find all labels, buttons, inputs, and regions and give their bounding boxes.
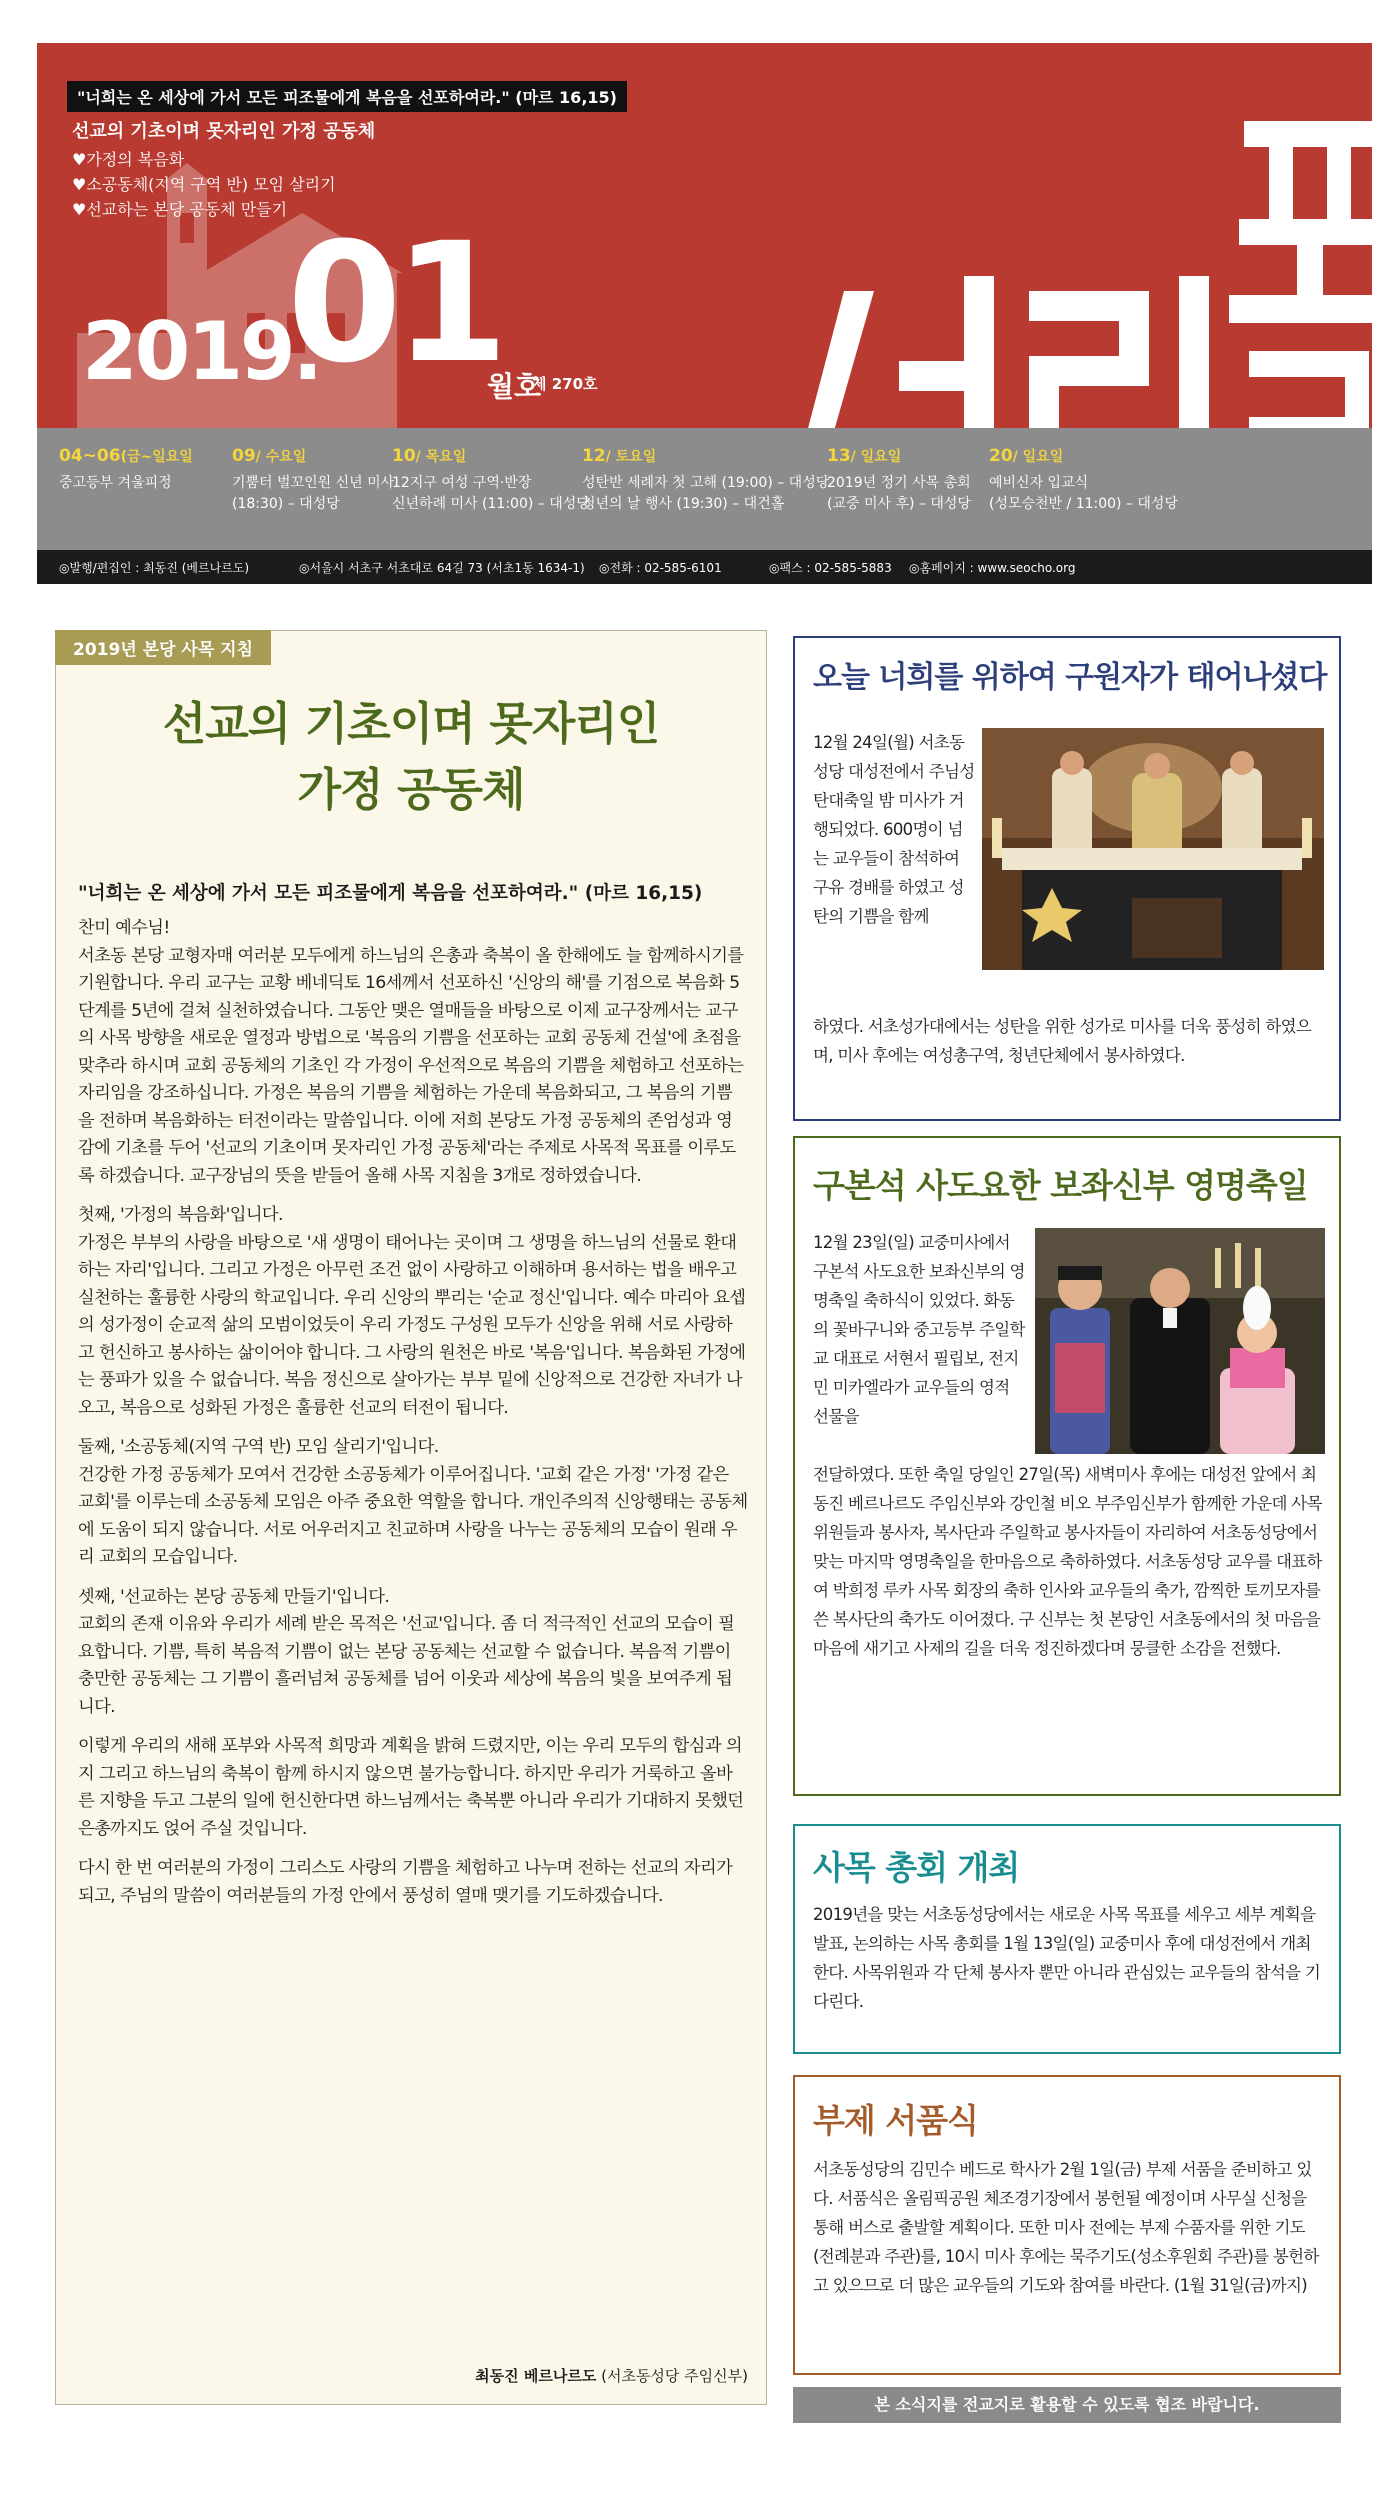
feast-day-photo xyxy=(1035,1228,1325,1454)
phone-info: ◎전화 : 02-585-6101 xyxy=(599,561,722,575)
homepage-link[interactable]: ◎홈페이지 : www.seocho.org xyxy=(909,561,1076,575)
pastoral-theme: 선교의 기초이며 못자리인 가정 공동체 xyxy=(72,121,376,142)
schedule-date: 20 xyxy=(989,446,1013,466)
article-paragraph: 다시 한 번 여러분의 가정이 그리스도 사랑의 기쁨을 체험하고 나누며 전하는 선교의 자리가 되고, 주님의 말씀이 여러분들의 가정 안에서 풍성히 열매 맺기를 기도하겠습니다. xyxy=(78,1858,733,1906)
schedule-event: 예비신자 입교식 xyxy=(989,475,1089,491)
box-text: 서초동성당의 김민수 베드로 학사가 2월 1일(금) 부제 서품을 준비하고 있다. 서품식은 올림픽공원 체조경기장에서 봉헌될 예정이며 사무실 신청을 통해 버스로 출발할 계획이다. 또한 미사 전에는 부제 수품자를 위한 기도(전례분과 주관)를, 10시 미사 후에는 묵주기도(성소후원회 주관)를 봉헌하고 있으므로 더 많은 교우들의 기도와 참여를 바란다. (1월 31일(금)까지) xyxy=(813,2160,1319,2295)
article-title-line: 선교의 기초이며 못자리인 xyxy=(162,697,660,750)
box-title: 사목 총회 개최 xyxy=(813,1848,1020,1887)
schedule-event: 기뿜터 벌꼬인원 신년 미사 xyxy=(232,475,395,491)
christmas-mass-box xyxy=(793,636,1341,1121)
schedule-date: 04~06 xyxy=(59,446,121,466)
box-text: 12월 24일(월) 서초동성당 대성전에서 주님성탄대축일 밤 미사가 거행되었다. 600명이 넘는 교우들이 참석하여 구유 경배를 하였고 성탄의 기쁨을 함께 xyxy=(813,733,975,926)
article-tag: 2019년 본당 사목 지침 xyxy=(55,630,271,665)
schedule-item xyxy=(989,446,1178,515)
theme-point: ♥가정의 복음화 xyxy=(72,150,185,169)
schedule-event: 중고등부 겨울피정 xyxy=(59,475,172,491)
box-text: 전달하였다. 또한 축일 당일인 27일(목) 새벽미사 후에는 대성전 앞에서 최동진 베르나르도 주임신부와 강인철 비오 부주임신부가 함께한 가운데 사목위원들과 봉사자, 복사단과 주일학교 봉사자들이 자리하여 서초동성당에서 맞는 마지막 영명축일을 한마음으로 축하하였다. 서초동성당 교우를 대표하여 박희정 루카 사목 회장의 축하 인사와 교우들의 축가, 깜찍한 토끼모자를 쓴 복사단의 축가도 이어졌다. 구 신부는 첫 본당인 서초동에서의 첫 마음을 마음에 새기고 사제의 길을 더욱 정진하겠다며 뭉클한 소감을 전했다. xyxy=(813,1465,1322,1658)
schedule-bar xyxy=(37,428,1372,550)
box-text: 2019년을 맞는 서초동성당에서는 새로운 사목 목표를 세우고 세부 계획을 발표, 논의하는 사목 총회를 1월 13일(일) 교중미사 후에 대성전에서 개최한다. 사목위원과 각 단체 봉사자 뿐만 아니라 관심있는 교우들의 참석을 기다린다. xyxy=(813,1905,1321,2011)
schedule-event: 신년하례 미사 (11:00) – 대성당 xyxy=(392,496,590,512)
box-title: 구본석 사도요한 보좌신부 영명축일 xyxy=(813,1166,1308,1205)
schedule-weekday: / 수요일 xyxy=(255,449,307,465)
schedule-date: 12 xyxy=(582,446,606,466)
article-paragraph: 첫째, '가정의 복음화'입니다. 가정은 부부의 사랑을 바탕으로 '새 생명이 태어나는 곳이며 그 생명을 하느님의 선물로 환대하는 자리'입니다. 그리고 가정은 아무런 조건 없이 사랑하고 이해하며 용서하는 법을 배우고 실천하는 훌륭한 사랑의 학교입니다. 우리 신앙의 뿌리는 '순교 정신'입니다. 예수 마리아 요셉의 성가정이 순교적 삶의 모범이었듯이 우리 가정도 구성원 모두가 신앙을 위해 서로 사랑하고 헌신하고 봉사하는 삶이어야 합니다. 그 사랑의 원천은 바로 '복음'입니다. 복음화된 가정에는 풍파가 있을 수 없습니다. 복음 정신으로 살아가는 부부 밑에 신앙적으로 건강한 자녀가 나오고, 복음으로 성화된 가정은 훌륭한 선교의 터전이 됩니다. xyxy=(78,1205,746,1418)
schedule-item xyxy=(827,446,971,515)
address-info: ◎서울시 서초구 서초대로 64길 73 (서초1동 1634-1) xyxy=(299,561,585,575)
schedule-date: 09 xyxy=(232,446,256,466)
schedule-event: 12지구 여성 구역·반장 xyxy=(392,475,532,491)
box-text: 12월 23일(일) 교중미사에서 구본석 사도요한 보좌신부의 영명축일 축하식이 있었다. 화동의 꽃바구니와 중고등부 주일학교 대표로 서현서 필립보, 전지민 미카엘라가 교우들의 영적 선물을 xyxy=(813,1233,1025,1426)
schedule-date: 10 xyxy=(392,446,416,466)
article-paragraph: 둘째, '소공동체(지역 구역 반) 모임 살리기'입니다. 건강한 가정 공동체가 모여서 건강한 소공동체가 이루어집니다. '교회 같은 가정' '가정 같은 교회'를 이루는데 소공동체 모임은 아주 중요한 역할을 합니다. 개인주의적 신앙행태는 공동체에 도움이 되지 않습니다. 서로 어우러지고 친교하며 사랑을 나누는 공동체의 모습이 원래 우리 교회의 모습입니다. xyxy=(78,1437,748,1567)
pastoral-assembly-box xyxy=(793,1824,1341,2054)
article-body xyxy=(78,915,748,1922)
publisher-info: ◎발행/편집인 : 최동진 (베르나르도) xyxy=(59,561,250,575)
contact-bar xyxy=(37,550,1372,584)
schedule-item xyxy=(232,446,394,515)
signature-role: (서초동성당 주임신부) xyxy=(601,2367,748,2385)
schedule-event: (18:30) – 대성당 xyxy=(232,496,340,512)
footer-notice: 본 소식지를 전교지로 활용할 수 있도록 협조 바랍니다. xyxy=(793,2387,1341,2423)
schedule-event: 청년의 날 행사 (19:30) – 대건홀 xyxy=(582,496,785,512)
schedule-weekday: / 일요일 xyxy=(1012,449,1064,465)
box-text: 하였다. 서초성가대에서는 성탄을 위한 성가로 미사를 더욱 풍성히 하였으며, 미사 후에는 여성총구역, 청년단체에서 봉사하였다. xyxy=(813,1017,1312,1065)
deacon-ordination-box xyxy=(793,2075,1341,2375)
schedule-weekday: / 토요일 xyxy=(605,449,657,465)
issue-month-suffix: 월호 xyxy=(487,370,542,403)
theme-point: ♥소공동체(지역 구역 반) 모임 살리기 xyxy=(72,175,336,194)
schedule-event: (교중 미사 후) – 대성당 xyxy=(827,496,971,512)
schedule-item xyxy=(392,446,590,515)
box-title: 오늘 너희를 위하여 구원자가 태어나셨다 xyxy=(813,660,1327,695)
article-paragraph: 셋째, '선교하는 본당 공동체 만들기'입니다. 교회의 존재 이유와 우리가 세례 받은 목적은 '선교'입니다. 좀 더 적극적인 선교의 모습이 필요합니다. 기쁨, 특히 복음적 기쁨이 없는 본당 공동체는 선교할 수 없습니다. 복음적 기쁨이 충만한 공동체는 그 기쁨이 흘러넘쳐 공동체를 넘어 이웃과 세상에 복음의 빛을 보여주게 됩니다. xyxy=(78,1586,735,1717)
schedule-weekday: / 일요일 xyxy=(850,449,902,465)
schedule-item xyxy=(582,446,829,515)
schedule-weekday: (금~일요일 xyxy=(120,449,193,465)
fax-info: ◎팩스 : 02-585-5883 xyxy=(769,561,892,575)
article-title-line: 가정 공동체 xyxy=(297,763,525,816)
article-quote: "너희는 온 세상에 가서 모든 피조물에게 복음을 선포하여라." (마르 16,15) xyxy=(78,883,703,904)
article-signature xyxy=(475,2365,748,2386)
schedule-date: 13 xyxy=(827,446,851,466)
motto-quote: "너희는 온 세상에 가서 모든 피조물에게 복음을 선포하여라." (마르 16,15) xyxy=(67,81,627,112)
main-article xyxy=(55,630,767,2405)
theme-point: ♥선교하는 본당 공동체 만들기 xyxy=(72,200,288,219)
article-paragraph: 찬미 예수님! 서초동 본당 교형자매 여러분 모두에게 하느님의 은총과 축복이 올 한해에도 늘 함께하시기를 기원합니다. 우리 교구는 교황 베네딕토 16세께서 선포하신 '신앙의 해'를 기점으로 복음화 5단계를 5년에 걸쳐 실천하였습니다. 그동안 맺은 열매들을 바탕으로 이제 교구장께서는 교구의 사목 방향을 새로운 열정과 방법으로 '복음의 기쁨을 선포하는 교회 공동체 건설'에 초점을 맞추라 하시며 교회 공동체의 기초인 각 가정이 우선적으로 복음의 기쁨을 체험하고 선포하는 자리임을 강조하십니다. 가정은 복음의 기쁨을 체험하는 가운데 복음화되고, 그 복음의 기쁨을 전하며 복음화하는 터전이라는 말씀입니다. 이에 저희 본당도 가정 공동체의 존엄성과 영감에 기초를 두어 '선교의 기초이며 못자리인 가정 공동체'라는 주제로 사목적 목표를 이루도록 하겠습니다. 교구장님의 뜻을 받들어 올해 사목 지침을 3개로 정하였습니다. xyxy=(78,918,744,1186)
issue-number: 제 270호 xyxy=(532,375,598,393)
box-title: 부제 서품식 xyxy=(813,2101,978,2140)
article-paragraph: 이렇게 우리의 새해 포부와 사목적 희망과 계획을 밝혀 드렸지만, 이는 우리 모두의 합심과 의지 그리고 하느님의 축복이 함께 하시지 않으면 불가능합니다. 하지만 우리가 거룩하고 올바른 지향을 두고 그분의 일에 헌신한다면 하느님께서는 축복뿐 아니라 우리가 기대하지 못했던 은총까지도 얹어 주실 것입니다. xyxy=(78,1736,744,1839)
schedule-item xyxy=(59,446,193,494)
newsletter-header xyxy=(37,43,1372,584)
article-title xyxy=(56,691,766,823)
issue-month: 01 xyxy=(287,207,501,399)
schedule-event: 2019년 정기 사목 총회 xyxy=(827,475,971,491)
issue-year: 2019. xyxy=(82,305,321,398)
feast-day-box xyxy=(793,1136,1341,1796)
christmas-mass-photo xyxy=(982,728,1324,970)
schedule-event: 성탄반 세례자 첫 고해 (19:00) – 대성당 xyxy=(582,475,830,491)
schedule-weekday: / 목요일 xyxy=(415,449,467,465)
schedule-event: (성모승천반 / 11:00) – 대성당 xyxy=(989,496,1178,512)
signature-name: 최동진 베르나르도 xyxy=(475,2367,597,2385)
